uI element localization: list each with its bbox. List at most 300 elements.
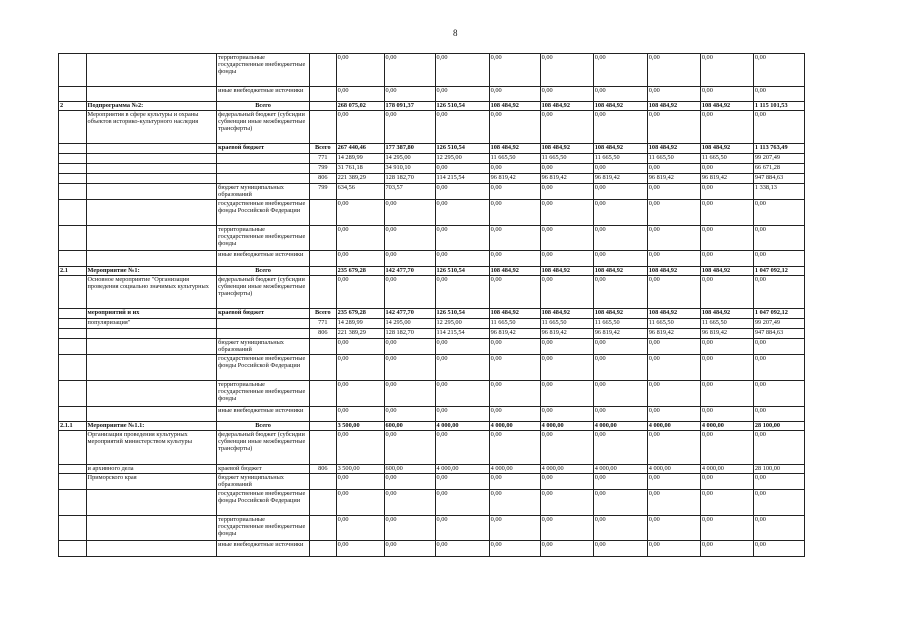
row-number (59, 164, 87, 174)
value-cell: 0,00 (435, 184, 489, 200)
program-name-cell (86, 329, 217, 339)
table-row (59, 226, 805, 251)
value-cell: 12 295,00 (435, 319, 489, 329)
value-cell: 0,00 (489, 516, 540, 541)
funding-source-cell: государственные внебюджетные фонды Российской Федерации (217, 490, 310, 516)
table-row (59, 251, 805, 267)
value-cell: 0,00 (700, 184, 753, 200)
value-cell: 0,00 (700, 355, 753, 381)
value-cell: 0,00 (384, 87, 435, 102)
value-cell: 0,00 (647, 355, 700, 381)
value-cell: 0,00 (700, 200, 753, 226)
value-cell: 108 484,92 (647, 102, 700, 111)
value-cell: 0,00 (336, 111, 384, 144)
value-cell: 0,00 (540, 276, 593, 309)
value-cell: 0,00 (384, 54, 435, 87)
value-cell: 0,00 (336, 276, 384, 309)
value-cell: 0,00 (540, 226, 593, 251)
value-cell: 0,00 (647, 164, 700, 174)
value-cell: 0,00 (489, 226, 540, 251)
value-cell: 235 679,28 (336, 267, 384, 276)
value-cell: 267 440,46 (336, 144, 384, 154)
program-name-cell (86, 164, 217, 174)
value-cell: 128 182,70 (384, 174, 435, 184)
value-cell: 0,00 (336, 474, 384, 490)
table-row (59, 431, 805, 465)
program-name-cell (86, 87, 217, 102)
value-cell: 0,00 (384, 200, 435, 226)
value-cell: 0,00 (435, 200, 489, 226)
value-cell: 3 500,00 (336, 465, 384, 474)
value-cell: 0,00 (593, 200, 647, 226)
row-number (59, 329, 87, 339)
table-row (59, 490, 805, 516)
value-cell: 1 047 092,12 (753, 267, 804, 276)
value-cell: 0,00 (753, 87, 804, 102)
value-cell: 0,00 (489, 490, 540, 516)
value-cell: 0,00 (435, 276, 489, 309)
funding-source-cell (217, 154, 310, 164)
value-cell: 0,00 (540, 184, 593, 200)
value-cell: 0,00 (435, 339, 489, 355)
funding-source-cell (217, 174, 310, 184)
value-cell: 4 000,00 (700, 465, 753, 474)
budget-code-cell (310, 516, 337, 541)
value-cell: 0,00 (647, 541, 700, 557)
value-cell: 128 182,70 (384, 329, 435, 339)
value-cell: 96 819,42 (489, 174, 540, 184)
value-cell: 0,00 (489, 355, 540, 381)
value-cell: 14 289,99 (336, 319, 384, 329)
value-cell: 66 671,28 (753, 164, 804, 174)
value-cell: 0,00 (700, 339, 753, 355)
value-cell: 0,00 (753, 516, 804, 541)
value-cell: 0,00 (593, 276, 647, 309)
value-cell: 108 484,92 (593, 144, 647, 154)
value-cell: 4 000,00 (435, 465, 489, 474)
funding-source-cell: территориальные государственные внебюджетные фонды (217, 381, 310, 407)
value-cell: 108 484,92 (489, 267, 540, 276)
value-cell: 99 207,49 (753, 319, 804, 329)
value-cell: 96 819,42 (593, 174, 647, 184)
value-cell: 96 819,42 (647, 174, 700, 184)
budget-code-cell (310, 276, 337, 309)
value-cell: 96 819,42 (593, 329, 647, 339)
budget-table (58, 53, 805, 557)
budget-code-cell (310, 251, 337, 267)
value-cell: 108 484,92 (700, 309, 753, 319)
budget-code-cell: 806 (310, 329, 337, 339)
budget-code-cell (310, 339, 337, 355)
value-cell: 14 295,00 (384, 319, 435, 329)
program-name-cell (86, 339, 217, 355)
value-cell: 0,00 (336, 251, 384, 267)
page-number: 8 (453, 28, 458, 38)
row-number (59, 54, 87, 87)
value-cell: 11 665,50 (700, 319, 753, 329)
value-cell: 0,00 (435, 381, 489, 407)
value-cell: 600,00 (384, 465, 435, 474)
value-cell: 0,00 (540, 200, 593, 226)
row-number (59, 184, 87, 200)
funding-source-cell (217, 164, 310, 174)
value-cell: 108 484,92 (593, 267, 647, 276)
row-number (59, 251, 87, 267)
value-cell: 142 477,70 (384, 267, 435, 276)
program-name-cell (86, 490, 217, 516)
value-cell: 108 484,92 (540, 102, 593, 111)
value-cell: 0,00 (435, 355, 489, 381)
value-cell: 0,00 (489, 164, 540, 174)
value-cell: 4 000,00 (647, 422, 700, 431)
program-name-cell: Мероприятие №1: (86, 267, 217, 276)
value-cell: 11 665,50 (540, 154, 593, 164)
value-cell: 4 000,00 (593, 465, 647, 474)
value-cell: 108 484,92 (540, 309, 593, 319)
value-cell: 0,00 (540, 54, 593, 87)
value-cell: 0,00 (540, 516, 593, 541)
program-name-cell (86, 226, 217, 251)
row-number (59, 407, 87, 422)
value-cell: 0,00 (540, 87, 593, 102)
value-cell: 0,00 (700, 164, 753, 174)
table-row (59, 339, 805, 355)
table-row (59, 355, 805, 381)
value-cell: 0,00 (593, 87, 647, 102)
program-name-cell: мероприятий и их (86, 309, 217, 319)
value-cell: 0,00 (753, 541, 804, 557)
budget-code-cell (310, 422, 337, 431)
value-cell: 11 665,50 (489, 319, 540, 329)
budget-code-cell (310, 541, 337, 557)
value-cell: 108 484,92 (540, 144, 593, 154)
budget-code-cell: 799 (310, 164, 337, 174)
value-cell: 0,00 (753, 54, 804, 87)
value-cell: 0,00 (489, 474, 540, 490)
value-cell: 108 484,92 (700, 102, 753, 111)
budget-code-cell: Всего (310, 309, 337, 319)
row-number (59, 355, 87, 381)
value-cell: 0,00 (384, 431, 435, 465)
table-row (59, 174, 805, 184)
value-cell: 28 100,00 (753, 422, 804, 431)
budget-code-cell (310, 87, 337, 102)
value-cell: 4 000,00 (489, 422, 540, 431)
value-cell: 0,00 (384, 251, 435, 267)
value-cell: 0,00 (336, 381, 384, 407)
value-cell: 0,00 (435, 54, 489, 87)
value-cell: 4 000,00 (593, 422, 647, 431)
value-cell: 0,00 (647, 339, 700, 355)
program-name-cell (86, 184, 217, 200)
table-row (59, 184, 805, 200)
funding-source-cell: краевой бюджет (217, 465, 310, 474)
funding-source-cell: территориальные государственные внебюджетные фонды (217, 516, 310, 541)
value-cell: 0,00 (700, 407, 753, 422)
value-cell: 0,00 (647, 184, 700, 200)
table-row (59, 319, 805, 329)
value-cell: 99 207,49 (753, 154, 804, 164)
value-cell: 600,00 (384, 422, 435, 431)
value-cell: 0,00 (336, 490, 384, 516)
value-cell: 96 819,42 (489, 329, 540, 339)
program-name-cell (86, 516, 217, 541)
value-cell: 0,00 (540, 490, 593, 516)
value-cell: 0,00 (540, 355, 593, 381)
value-cell: 11 665,50 (647, 154, 700, 164)
row-number: 2.1 (59, 267, 87, 276)
value-cell: 126 510,54 (435, 267, 489, 276)
budget-code-cell: 806 (310, 174, 337, 184)
value-cell: 0,00 (489, 431, 540, 465)
value-cell: 0,00 (700, 541, 753, 557)
value-cell: 0,00 (489, 381, 540, 407)
funding-source-cell: иные внебюджетные источники (217, 251, 310, 267)
row-number: 2 (59, 102, 87, 111)
value-cell: 0,00 (593, 164, 647, 174)
value-cell: 0,00 (700, 474, 753, 490)
value-cell: 11 665,50 (593, 319, 647, 329)
row-number (59, 474, 87, 490)
value-cell: 0,00 (336, 87, 384, 102)
value-cell: 11 665,50 (700, 154, 753, 164)
value-cell: 108 484,92 (540, 267, 593, 276)
budget-code-cell (310, 226, 337, 251)
value-cell: 0,00 (593, 111, 647, 144)
value-cell: 4 000,00 (540, 465, 593, 474)
value-cell: 0,00 (435, 226, 489, 251)
value-cell: 31 761,18 (336, 164, 384, 174)
value-cell: 0,00 (336, 541, 384, 557)
value-cell: 0,00 (384, 276, 435, 309)
funding-source-cell: бюджет муниципальных образований (217, 474, 310, 490)
value-cell: 0,00 (700, 516, 753, 541)
budget-code-cell (310, 431, 337, 465)
program-name-cell (86, 541, 217, 557)
value-cell: 0,00 (753, 339, 804, 355)
program-name-cell (86, 144, 217, 154)
row-number (59, 111, 87, 144)
value-cell: 0,00 (435, 431, 489, 465)
funding-source-cell: иные внебюджетные источники (217, 407, 310, 422)
value-cell: 0,00 (384, 516, 435, 541)
value-cell: 3 500,00 (336, 422, 384, 431)
funding-source-cell: Всего (217, 422, 310, 431)
funding-source-cell: Всего (217, 102, 310, 111)
value-cell: 0,00 (540, 381, 593, 407)
program-name-cell (86, 251, 217, 267)
row-number (59, 276, 87, 309)
program-name-cell (86, 174, 217, 184)
program-name-cell: популяризация" (86, 319, 217, 329)
table-row (59, 111, 805, 144)
budget-code-cell: 771 (310, 319, 337, 329)
funding-source-cell: иные внебюджетные источники (217, 87, 310, 102)
value-cell: 0,00 (700, 251, 753, 267)
value-cell: 1 338,13 (753, 184, 804, 200)
value-cell: 96 819,42 (700, 174, 753, 184)
value-cell: 28 100,00 (753, 465, 804, 474)
value-cell: 4 000,00 (435, 422, 489, 431)
row-number (59, 200, 87, 226)
value-cell: 96 819,42 (540, 329, 593, 339)
value-cell: 0,00 (593, 516, 647, 541)
value-cell: 0,00 (753, 474, 804, 490)
value-cell: 0,00 (700, 226, 753, 251)
value-cell: 96 819,42 (540, 174, 593, 184)
funding-source-cell: государственные внебюджетные фонды Российской Федерации (217, 200, 310, 226)
value-cell: 0,00 (753, 111, 804, 144)
value-cell: 947 884,63 (753, 174, 804, 184)
value-cell: 108 484,92 (489, 102, 540, 111)
value-cell: 0,00 (384, 474, 435, 490)
value-cell: 114 215,54 (435, 329, 489, 339)
value-cell: 0,00 (593, 541, 647, 557)
budget-code-cell: Всего (310, 144, 337, 154)
value-cell: 108 484,92 (489, 144, 540, 154)
value-cell: 0,00 (753, 431, 804, 465)
value-cell: 0,00 (753, 251, 804, 267)
table-row (59, 474, 805, 490)
budget-code-cell: 771 (310, 154, 337, 164)
value-cell: 0,00 (489, 339, 540, 355)
table-row (59, 276, 805, 309)
value-cell: 0,00 (700, 381, 753, 407)
value-cell: 0,00 (700, 431, 753, 465)
value-cell: 0,00 (593, 339, 647, 355)
funding-source-cell: федеральный бюджет (субсидии субвенции иные межбюджетные трансферты) (217, 276, 310, 309)
budget-code-cell (310, 111, 337, 144)
table-row (59, 465, 805, 474)
table-row (59, 154, 805, 164)
value-cell: 0,00 (753, 200, 804, 226)
value-cell: 0,00 (435, 407, 489, 422)
value-cell: 0,00 (700, 87, 753, 102)
value-cell: 0,00 (489, 251, 540, 267)
value-cell: 0,00 (753, 276, 804, 309)
program-name-cell (86, 200, 217, 226)
value-cell: 0,00 (540, 251, 593, 267)
value-cell: 0,00 (336, 200, 384, 226)
value-cell: 14 295,00 (384, 154, 435, 164)
table-row (59, 164, 805, 174)
row-number (59, 516, 87, 541)
value-cell: 96 819,42 (647, 329, 700, 339)
budget-code-cell (310, 200, 337, 226)
program-name-cell: Мероприятие №1.1: (86, 422, 217, 431)
value-cell: 34 910,10 (384, 164, 435, 174)
value-cell: 0,00 (593, 226, 647, 251)
value-cell: 0,00 (489, 111, 540, 144)
budget-code-cell (310, 102, 337, 111)
value-cell: 108 484,92 (593, 309, 647, 319)
program-name-cell (86, 154, 217, 164)
value-cell: 0,00 (647, 251, 700, 267)
row-number (59, 319, 87, 329)
value-cell: 1 047 092,12 (753, 309, 804, 319)
program-name-cell: Основное мероприятие "Организация проведения социально значимых культурных (86, 276, 217, 309)
value-cell: 11 665,50 (489, 154, 540, 164)
value-cell: 0,00 (753, 355, 804, 381)
value-cell: 11 665,50 (647, 319, 700, 329)
row-number (59, 490, 87, 516)
table-row (59, 422, 805, 431)
value-cell: 634,56 (336, 184, 384, 200)
table-row (59, 102, 805, 111)
value-cell: 0,00 (435, 164, 489, 174)
program-name-cell: Приморского края (86, 474, 217, 490)
program-name-cell (86, 407, 217, 422)
value-cell: 108 484,92 (700, 267, 753, 276)
value-cell: 0,00 (647, 516, 700, 541)
funding-source-cell: федеральный бюджет (субсидии субвенции иные межбюджетные трансферты) (217, 431, 310, 465)
table-row (59, 54, 805, 87)
value-cell: 221 389,29 (336, 329, 384, 339)
funding-source-cell: краевой бюджет (217, 309, 310, 319)
value-cell: 0,00 (753, 407, 804, 422)
value-cell: 178 091,37 (384, 102, 435, 111)
value-cell: 0,00 (647, 276, 700, 309)
value-cell: 0,00 (647, 381, 700, 407)
funding-source-cell: краевой бюджет (217, 144, 310, 154)
funding-source-cell: иные внебюджетные источники (217, 541, 310, 557)
value-cell: 142 477,70 (384, 309, 435, 319)
value-cell: 947 884,63 (753, 329, 804, 339)
value-cell: 0,00 (336, 355, 384, 381)
value-cell: 14 289,99 (336, 154, 384, 164)
value-cell: 11 665,50 (540, 319, 593, 329)
table-row (59, 329, 805, 339)
value-cell: 4 000,00 (540, 422, 593, 431)
value-cell: 0,00 (489, 54, 540, 87)
value-cell: 0,00 (384, 490, 435, 516)
value-cell: 96 819,42 (700, 329, 753, 339)
value-cell: 0,00 (489, 407, 540, 422)
funding-source-cell: Всего (217, 267, 310, 276)
value-cell: 0,00 (700, 54, 753, 87)
value-cell: 0,00 (753, 381, 804, 407)
value-cell: 0,00 (647, 87, 700, 102)
value-cell: 1 113 763,49 (753, 144, 804, 154)
value-cell: 0,00 (593, 431, 647, 465)
value-cell: 0,00 (384, 407, 435, 422)
value-cell: 108 484,92 (647, 309, 700, 319)
value-cell: 126 510,54 (435, 144, 489, 154)
value-cell: 11 665,50 (593, 154, 647, 164)
value-cell: 4 000,00 (647, 465, 700, 474)
budget-code-cell (310, 490, 337, 516)
value-cell: 0,00 (540, 407, 593, 422)
value-cell: 0,00 (647, 431, 700, 465)
value-cell: 0,00 (753, 226, 804, 251)
program-name-cell (86, 381, 217, 407)
funding-source-cell (217, 329, 310, 339)
value-cell: 0,00 (384, 226, 435, 251)
program-name-cell (86, 54, 217, 87)
value-cell: 0,00 (489, 87, 540, 102)
value-cell: 0,00 (700, 490, 753, 516)
value-cell: 126 510,54 (435, 102, 489, 111)
row-number (59, 541, 87, 557)
value-cell: 108 484,92 (489, 309, 540, 319)
table-row (59, 87, 805, 102)
value-cell: 0,00 (336, 226, 384, 251)
row-number: 2.1.1 (59, 422, 87, 431)
value-cell: 177 387,80 (384, 144, 435, 154)
row-number (59, 226, 87, 251)
value-cell: 0,00 (593, 490, 647, 516)
value-cell: 0,00 (336, 407, 384, 422)
